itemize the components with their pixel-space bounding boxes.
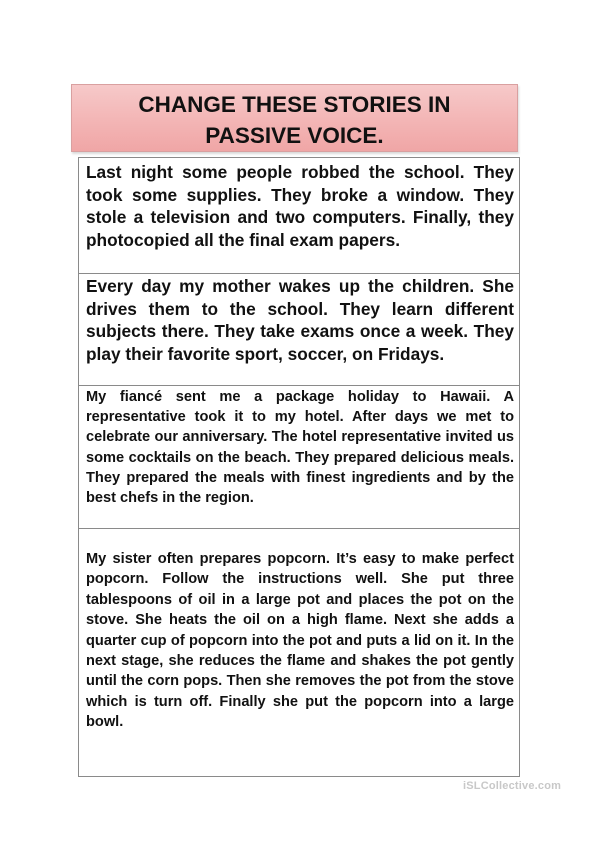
worksheet-title: CHANGE THESE STORIES IN PASSIVE VOICE. xyxy=(138,92,451,148)
story-cell-4: My sister often prepares popcorn. It’s easy to make perfect popcorn. Follow the instructions well. She put three tablespoons of oil in a large pot and places the pot on the stove. She heats the oil on a high flame. Next she adds a quarter cup of popcorn into the pot and puts a lid on it. In the next stage, she reduces the flame and shakes the pot gently until the corn pops. Then she removes the pot from the stove which is turn off. Finally she put the popcorn into a large bowl. xyxy=(86,551,514,731)
watermark-logo: iSLCollective.com xyxy=(463,780,562,792)
story-cell-3: My fiancé sent me a package holiday to Hawaii. A representative took it to my hotel. After days we met to celebrate our anniversary. The hotel representative invited us some cocktails on the beach. They prepared delicious meals. They prepared the meals with finest ingredients and by the best chefs in the region. xyxy=(79,386,519,529)
worksheet-title-box xyxy=(71,84,518,152)
story-cell-2: Every day my mother wakes up the children. She drives them to the school. They learn different subjects there. They take exams once a week. They play their favorite sport, soccer, on Fridays. xyxy=(79,274,519,386)
story-cell-1: Last night some people robbed the school. They took some supplies. They broke a window. They stole a television and two computers. Finally, they photocopied all the final exam papers. xyxy=(79,158,519,274)
stories-table xyxy=(78,157,520,777)
